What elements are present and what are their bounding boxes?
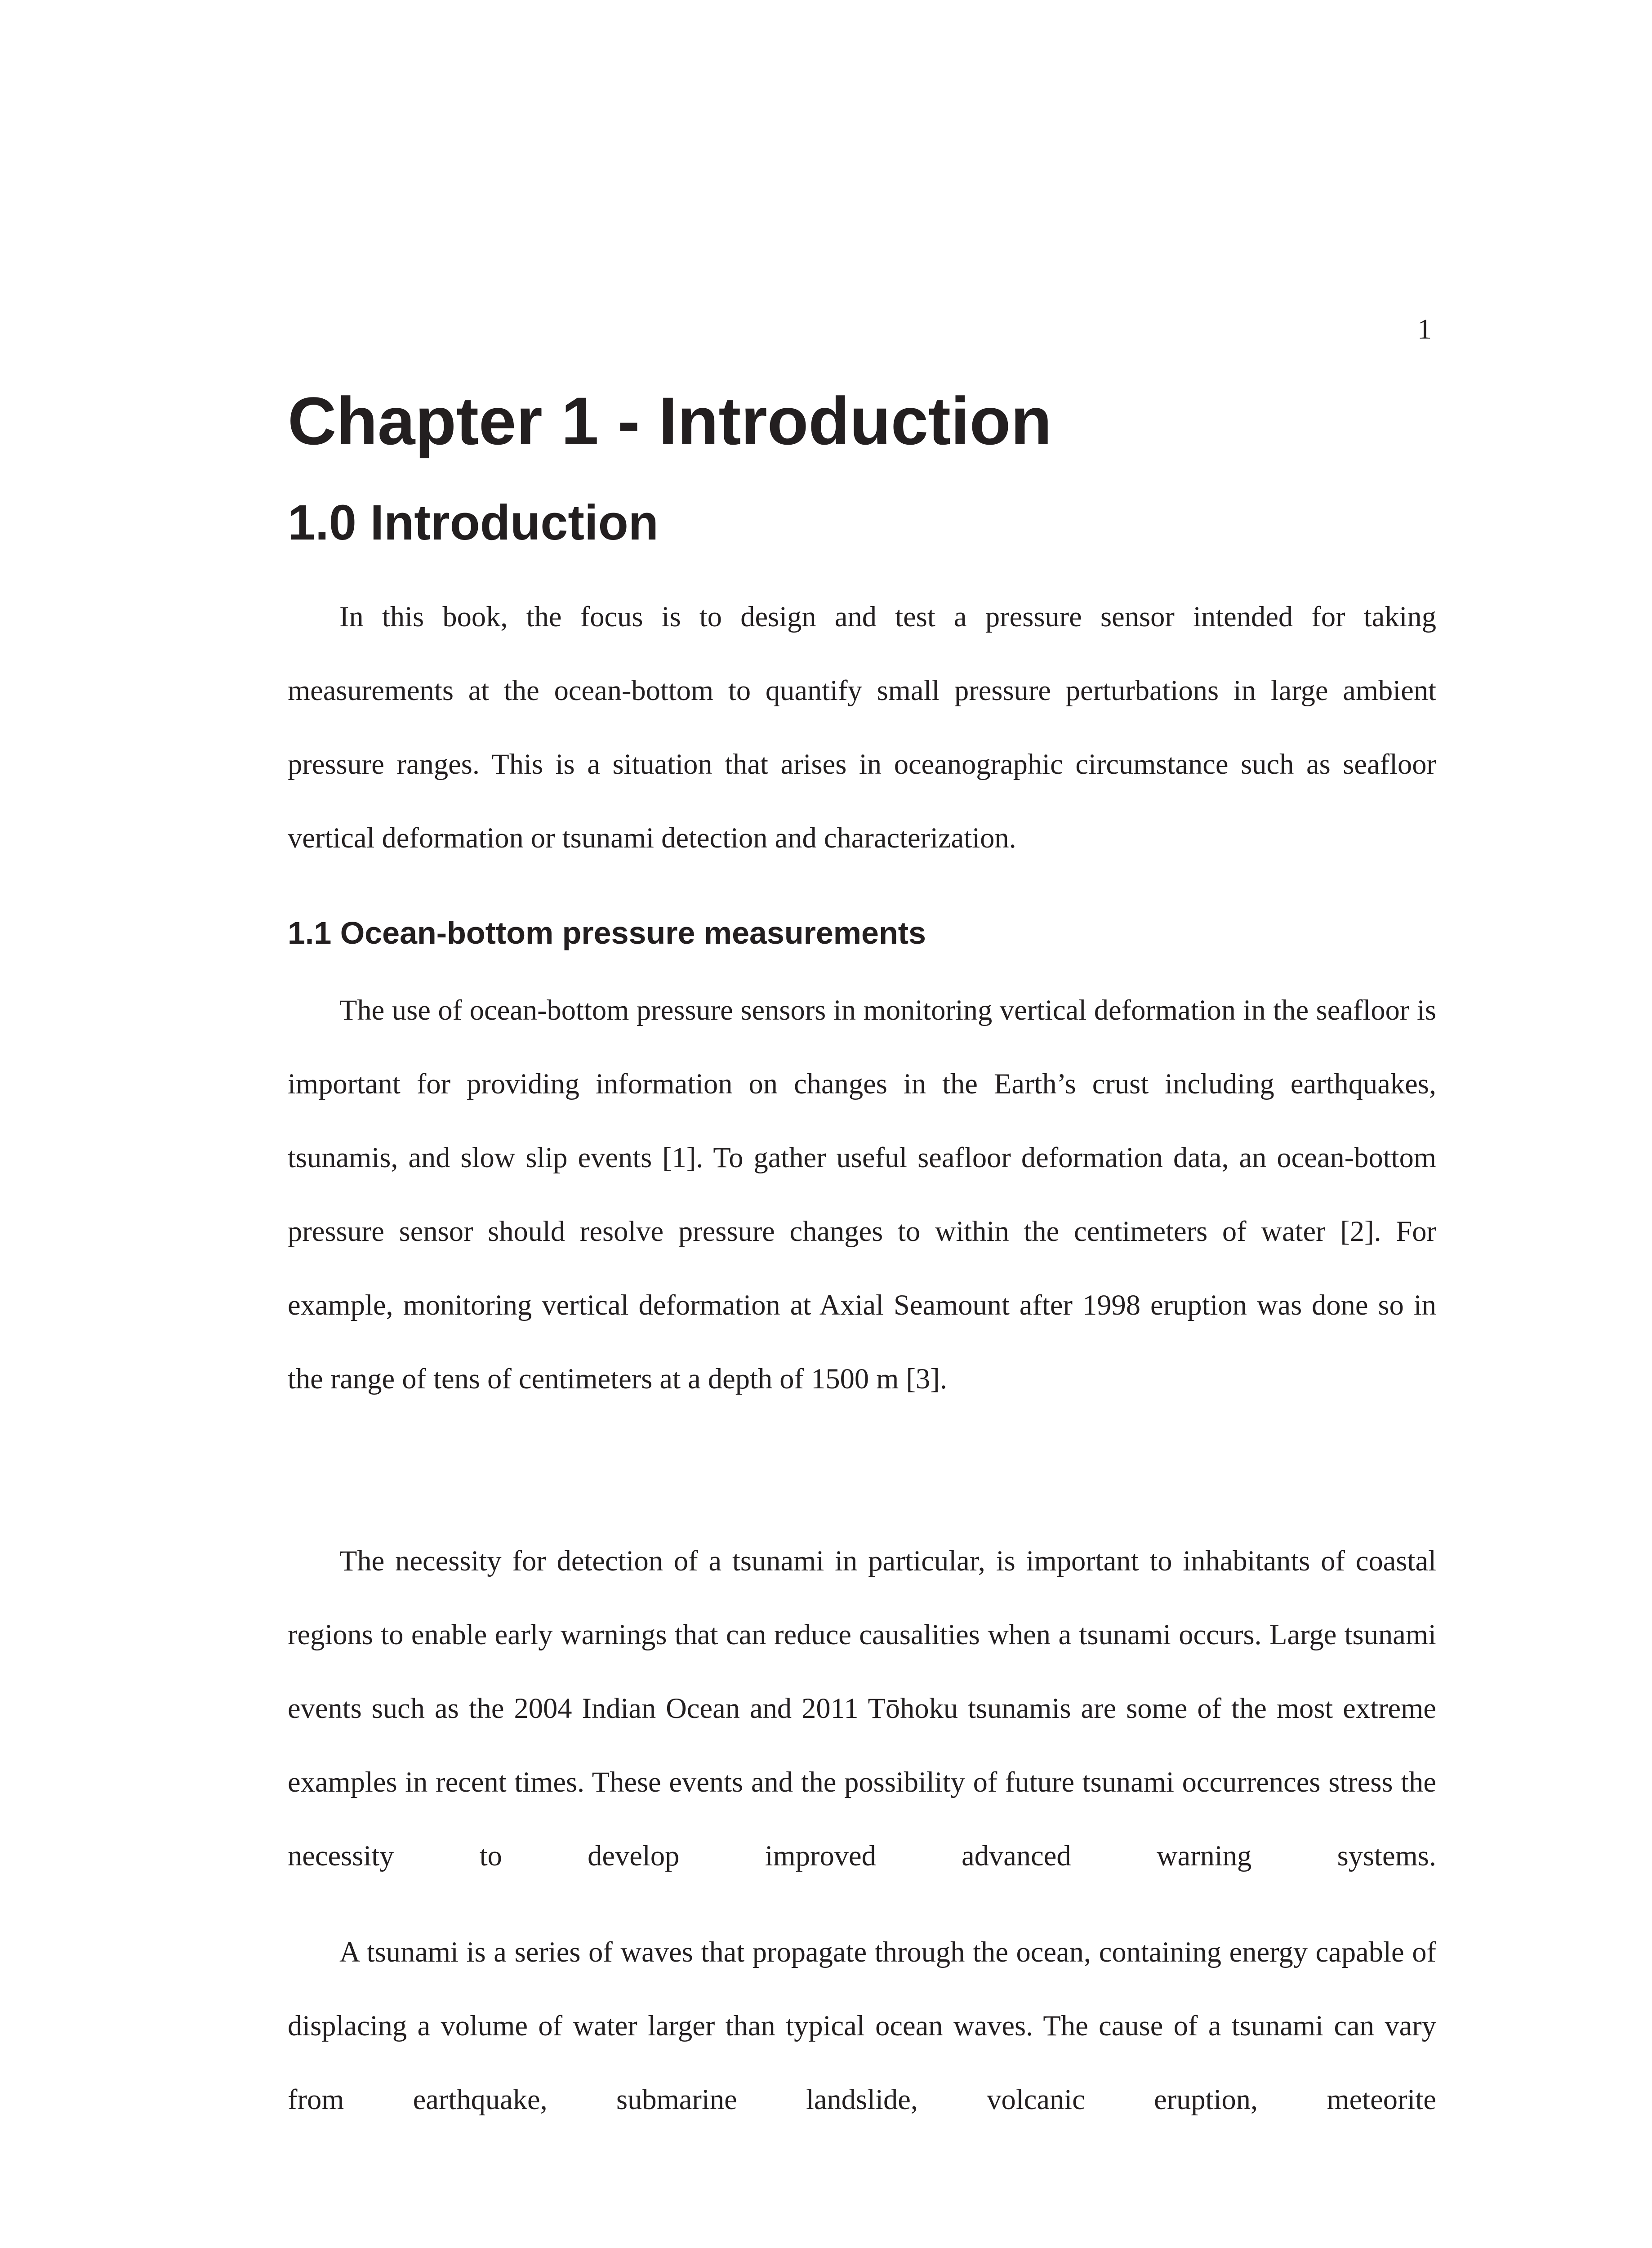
- body-paragraph: The use of ocean-bottom pressure sensors in monitoring vertical deformation in the seafloor is important for providing information on changes in the Earth’s crust including earthquakes, tsunamis, and slow slip events [1]. To gather useful seafloor deformation data, an ocean-bottom pressure sensor should resolve pressure changes to within the centimeters of water [2]. For example, monitoring vertical deformation at Axial Seamount after 1998 eruption was done so in the range of tens of centimeters at a depth of 1500 m [3].: [288, 994, 1436, 1395]
- subsection-title: 1.1 Ocean-bottom pressure measurements: [288, 915, 926, 950]
- body-paragraph: In this book, the focus is to design and test a pressure sensor intended for taking measurements at the ocean-bottom to quantify small pressure perturbations in large ambient pressure ranges. This is a situation that arises in oceanographic circumstance such as seafloor vertical deformation or tsunami detection and characterization.: [288, 601, 1436, 854]
- page-number: 1: [1417, 313, 1432, 345]
- body-paragraph: A tsunami is a series of waves that propagate through the ocean, containing energy capable of displacing a volume of water larger than typical ocean waves. The cause of a tsunami can vary from earthquake, submarine landslide, volcanic eruption, meteorite: [288, 1936, 1436, 2115]
- chapter-title: Chapter 1 - Introduction: [288, 383, 1052, 459]
- section-title: 1.0 Introduction: [288, 495, 659, 550]
- body-paragraph: The necessity for detection of a tsunami in particular, is important to inhabitants of coastal regions to enable early warnings that can reduce causalities when a tsunami occurs. Large tsunami events such as the 2004 Indian Ocean and 2011 Tōhoku tsunamis are some of the most extreme examples in recent times. These events and the possibility of future tsunami occurrences stress the necessity to develop improved advanced warning systems.: [288, 1545, 1436, 1872]
